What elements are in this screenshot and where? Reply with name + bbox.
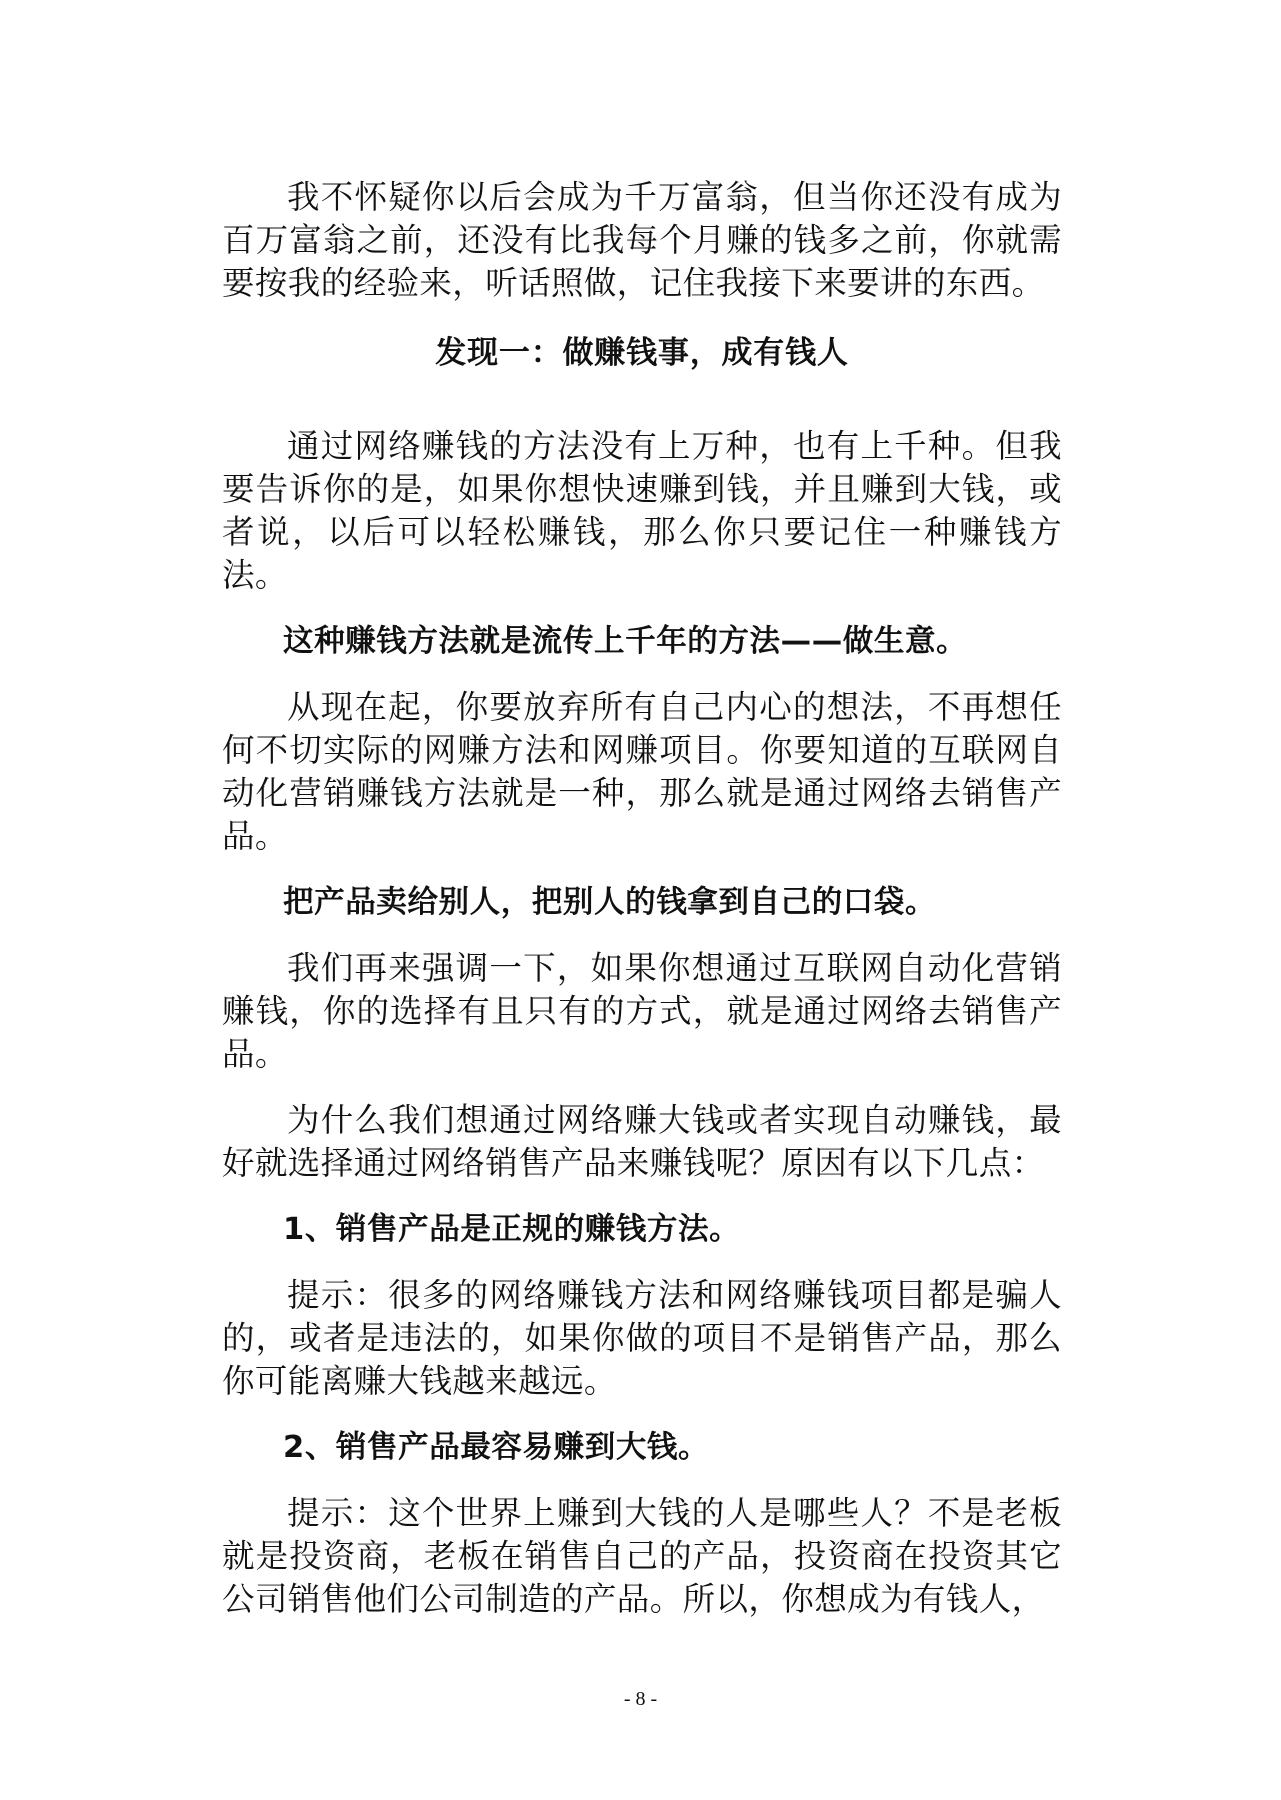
paragraph: 我们再来强调一下，如果你想通过互联网自动化营销赚钱，你的选择有且只有的方式，就是通过网络去销售产品。: [222, 949, 1062, 1073]
paragraph: 我不怀疑你以后会成为千万富翁，但当你还没有成为百万富翁之前，还没有比我每个月赚的钱多之前，你就需要按我的经验来，听话照做，记住我接下来要讲的东西。: [222, 178, 1062, 302]
page-number: - 8 -: [623, 1688, 658, 1710]
section-heading: 发现一：做赚钱事，成有钱人: [435, 335, 849, 371]
tip-paragraph: 提示：这个世界上赚到大钱的人是哪些人？不是老板就是投资商，老板在销售自己的产品，投资商在投资其它公司销售他们公司制造的产品。所以，你想成为有钱人，: [222, 1494, 1062, 1618]
bold-paragraph: 把产品卖给别人，把别人的钱拿到自己的口袋。: [283, 885, 937, 920]
tip-paragraph: 提示：很多的网络赚钱方法和网络赚钱项目都是骗人的，或者是违法的，如果你做的项目不是销售产品，那么你可能离赚大钱越来越远。: [222, 1276, 1062, 1400]
numbered-point: 2、销售产品最容易赚到大钱。: [283, 1430, 710, 1465]
paragraph: 为什么我们想通过网络赚大钱或者实现自动赚钱，最好就选择通过网络销售产品来赚钱呢？原因有以下几点：: [222, 1101, 1062, 1182]
page-body: [222, 176, 1062, 1644]
bold-paragraph: 这种赚钱方法就是流传上千年的方法——做生意。: [283, 624, 968, 659]
paragraph: 从现在起，你要放弃所有自己内心的想法，不再想任何不切实际的网赚方法和网赚项目。你要知道的互联网自动化营销赚钱方法就是一种，那么就是通过网络去销售产品。: [222, 688, 1062, 855]
paragraph: 通过网络赚钱的方法没有上万种，也有上千种。但我要告诉你的是，如果你想快速赚到钱，并且赚到大钱，或者说，以后可以轻松赚钱，那么你只要记住一种赚钱方法。: [222, 427, 1062, 594]
numbered-point: 1、销售产品是正规的赚钱方法。: [283, 1212, 741, 1247]
